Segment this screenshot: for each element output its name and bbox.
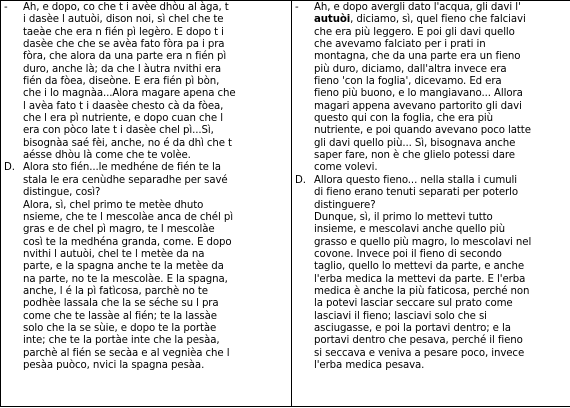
text-line: [314, 200, 570, 212]
text-line: pesàa puòco, nvici la spagna pesàa.: [23, 359, 205, 371]
text-segment: medica è anche la più faticosa, perché non: [314, 285, 530, 297]
text-segment: che avevamo falciato per i prati in: [314, 39, 486, 51]
entry-text: [314, 2, 570, 175]
dialogue-entry: [4, 2, 288, 162]
entry-text: [23, 2, 288, 162]
text-line: [314, 76, 570, 88]
text-line: [314, 138, 570, 150]
text-line: [314, 212, 570, 224]
text-line: anche, l é la pì fatìcosa, parchè no te: [23, 285, 208, 297]
text-line: Alora sto fién...le medhéne de fién te la: [23, 162, 221, 174]
text-line: che l era pì nutriente, e dopo cuan che l: [23, 113, 223, 125]
text-line: solo che la se sùie, e dopo te la portàe: [23, 322, 217, 334]
text-line: nvithi l autuòi, chel te l metèe da na: [23, 248, 205, 260]
text-line: che i lo magnàa...Alora magare apena che: [23, 88, 236, 100]
text-segment: Ah, e dopo avergli dato l'acqua, gli davi l': [314, 2, 521, 13]
entry-text: [314, 175, 570, 373]
text-line: [314, 298, 570, 310]
text-line: podhèe lassala che la se séche su l pra: [23, 298, 219, 310]
text-segment: taglio, quello lo mettevi da parte, e anche: [314, 261, 525, 273]
text-segment: l'erba medica pesava.: [314, 359, 425, 371]
text-line: stala le era cenùdhe separadhe per savé: [23, 174, 228, 186]
text-line: [314, 311, 570, 323]
text-line: [314, 360, 570, 372]
text-line: aésse dhòu là come che te volèe.: [23, 150, 191, 162]
text-line: [314, 249, 570, 261]
text-line: [314, 274, 570, 286]
text-line: [314, 113, 570, 125]
emphasized-term: autuòi: [314, 14, 351, 26]
text-segment: fieno 'con la foglia', dicevamo. Ed era: [314, 76, 502, 88]
text-line: fòra, che alora da una parte era n fién pì: [23, 51, 227, 63]
text-segment: saper fare, non è che glielo potessi dare: [314, 150, 515, 162]
text-line: i dasèe l autuòi, dison noi, sì chel che te: [23, 14, 224, 26]
text-segment: grasso e quello più magro, lo mescolavi nel: [314, 236, 532, 248]
text-line: [314, 162, 570, 174]
text-segment: questo qui con la foglia, che era più: [314, 113, 494, 125]
text-line: [314, 14, 570, 26]
entry-text: [23, 162, 288, 372]
text-segment: Allora questo fieno... nella stalla i cumuli: [314, 174, 517, 186]
dialogue-entry: [295, 175, 570, 373]
text-line: [314, 64, 570, 76]
text-segment: più duro, diciamo, dall'altra invece era: [314, 63, 507, 75]
text-line: [314, 237, 570, 249]
text-line: era con pòco late t i dasèe chel pì...Sì,: [23, 125, 214, 137]
text-line: na parte, no te la mescolàe. E la spagna,: [23, 273, 228, 285]
text-segment: gli davi quello più... Sì, bisognava anche: [314, 137, 516, 149]
text-line: Alora, sì, chel primo te metèe dhuto: [23, 199, 204, 211]
text-segment: la potevi lasciar seccare sul prato come: [314, 298, 513, 310]
text-line: [314, 261, 570, 273]
text-line: [314, 150, 570, 162]
text-line: [314, 39, 570, 51]
text-line: [314, 187, 570, 199]
text-line: l avèa fato t i daasèe chesto cà da fòea,: [23, 100, 224, 112]
text-line: fién da fòea, diseòne. E era fién pì bòn,: [23, 76, 220, 88]
text-line: taeàe che era n fién pì legèro. E dopo t i: [23, 26, 224, 38]
text-segment: asciugasse, e poi la portavi dentro; e la: [314, 322, 511, 334]
text-line: [314, 27, 570, 39]
text-line: parchè al fién se secàa e al vegnièa che l: [23, 347, 230, 359]
text-segment: portavi dentro che pesava, perché il fieno: [314, 335, 523, 347]
text-line: duro, anche là; da che l àutra nvithi era: [23, 63, 221, 75]
text-segment: covone. Invece poi il fieno di secondo: [314, 248, 502, 260]
text-line: gras e de chel pì magro, te l mescolàe: [23, 224, 215, 236]
dialogue-entry: [4, 162, 288, 372]
text-segment: insieme, e mescolavi anche quello più: [314, 224, 506, 236]
text-line: [314, 101, 570, 113]
text-segment: si seccava e veniva a pesare poco, invece: [314, 347, 525, 359]
dialogue-entry: [295, 2, 570, 175]
speaker-marker: -: [295, 2, 299, 13]
text-line: [314, 224, 570, 236]
text-line: dasèe che che se avèa fato fòra pa i pra: [23, 39, 225, 51]
text-line: [314, 323, 570, 335]
text-segment: fieno più buono, e lo mangiavano... Allora: [314, 88, 523, 100]
text-line: Ah, e dopo, co che t i avèe dhòu al àga, t: [23, 2, 229, 13]
speaker-marker: D.: [295, 174, 306, 186]
text-line: [314, 2, 570, 14]
text-segment: che era più leggero. E poi gli davi quello: [314, 26, 515, 38]
text-segment: Dunque, sì, il primo lo mettevi tutto: [314, 211, 493, 223]
text-line: [314, 125, 570, 137]
text-line: [314, 348, 570, 360]
italian-column: [292, 1, 570, 407]
text-segment: distinguere?: [314, 199, 376, 211]
speaker-marker: D.: [4, 162, 15, 174]
text-segment: di fieno erano tenuti separati per poterlo: [314, 187, 518, 199]
speaker-marker: -: [4, 2, 8, 13]
text-line: distingue, così?: [23, 187, 101, 199]
text-segment: come volevi.: [314, 162, 378, 174]
text-line: parte, e la spagna anche te la metèe da: [23, 261, 224, 273]
text-segment: lasciavi il fieno; lasciavi solo che si: [314, 310, 487, 322]
text-line: [314, 175, 570, 187]
text-line: [314, 286, 570, 298]
text-line: inte; che te la portàe inte che la pesàa,: [23, 335, 220, 347]
text-line: bisognàa saé fèi, anche, no é da dhì che t: [23, 137, 232, 149]
text-line: [314, 51, 570, 63]
dialect-column: [1, 1, 292, 407]
text-segment: l'erba medica la mettevi da parte. E l'erba: [314, 273, 526, 285]
text-line: [314, 88, 570, 100]
transcript-row: [1, 1, 570, 407]
text-line: nsieme, che te l mescolàe anca de chél pì: [23, 211, 233, 223]
text-segment: montagna, che da una parte era un fieno: [314, 51, 521, 63]
text-segment: nutriente, e poi quando avevano poco latte: [314, 125, 531, 137]
text-segment: , diciamo, sì, quel fieno che falciavi: [350, 14, 526, 26]
text-line: così te la medhéna granda, come. E dopo: [23, 236, 232, 248]
text-line: come che te lassàe al fién; te la lassàe: [23, 310, 217, 322]
text-segment: magari appena avevano partorito gli davi: [314, 100, 522, 112]
text-line: [314, 335, 570, 347]
